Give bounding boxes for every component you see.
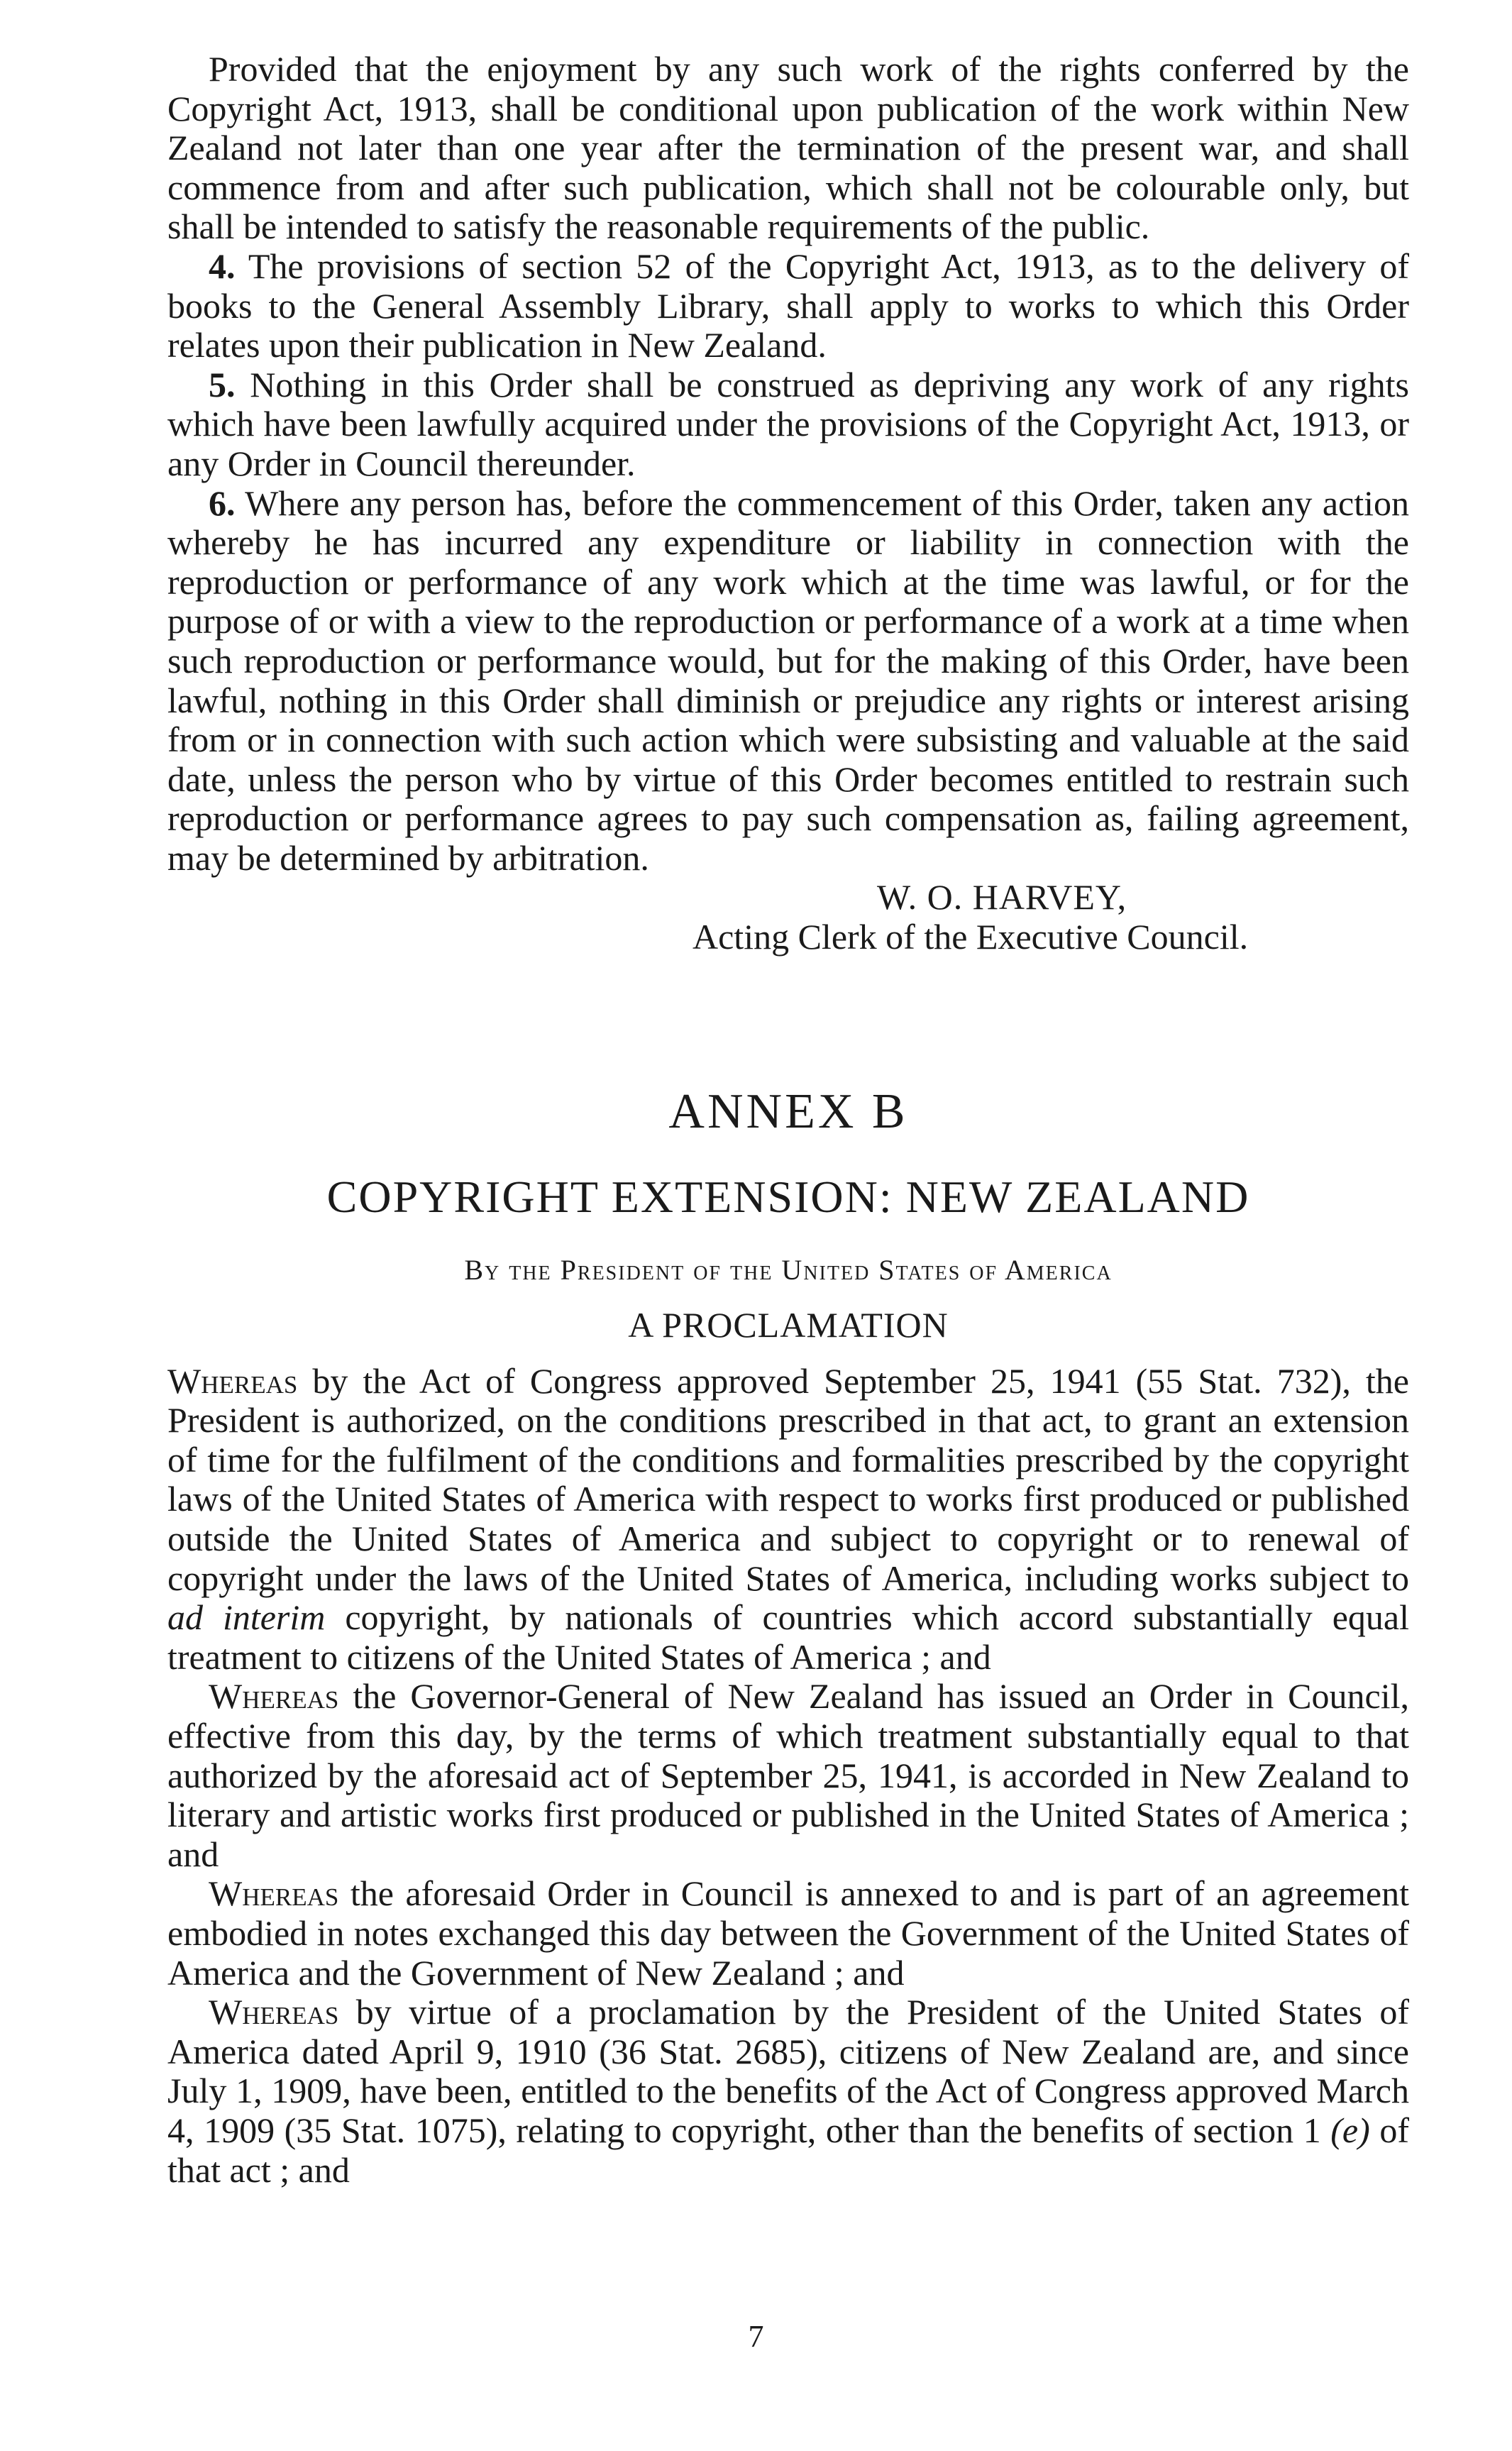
whereas-text: copyright, by nationals of countries which accord substantially equal treatment to citizens of the United States of America ; and: [167, 1597, 1409, 1677]
clause-6: [167, 484, 1409, 878]
whereas-text: the Governor-General of New Zealand has issued an Order in Council, effective from this day, by the terms of which treatment substantially equal to that authorized by the aforesaid act of September 25, 1941, is accorded in New Zealand to literary and artistic works first produced or published in the United States of America ; and: [167, 1676, 1410, 1874]
proclamation-heading: A PROCLAMATION: [628, 1304, 949, 1345]
clause-number: 5.: [209, 364, 236, 404]
whereas-word: Whereas: [209, 1676, 339, 1717]
whereas-text: the aforesaid Order in Council is annexed to and is part of an agreement embodied in notes exchanged this day between the Government of the United States of America and the Government of New Zealand ; and: [167, 1873, 1409, 1993]
annex-subtitle: COPYRIGHT EXTENSION: NEW ZEALAND: [326, 1171, 1250, 1222]
clause-4: [167, 247, 1409, 365]
whereas-text: by the Act of Congress approved September 25, 1941 (55 Stat. 732), the President is authorized, on the conditions prescribed in that act, to grant an extension of time for the fulfilment of the conditions and formalities prescribed by the copyright laws of the United States of America with respect to works first produced or published outside the United States of America and subject to copyright or to renewal of copyright under the laws of the United States of America, including works subject to: [167, 1360, 1409, 1598]
whereas-word: Whereas: [209, 1873, 339, 1914]
whereas-paragraph: [167, 1874, 1409, 1993]
whereas-text: by virtue of a proclamation by the President of the United States of America dated April 9, 1910 (36 Stat. 2685), citizens of New Zealand are, and since July 1, 1909, have been, entitled to the benefits of the Act of Congress approved March 4, 1909 (35 Stat. 1075), relating to copyright, other than the benefits of section 1: [167, 1992, 1410, 2150]
whereas-paragraph: [167, 1677, 1409, 1874]
proviso-paragraph: Provided that the enjoyment by any such work of the rights conferred by the Copyright Act, 1913, shall be conditional upon publication of the work within New Zealand not later than one year after the termination of the present war, and shall commence from and after such publication, which shall not be colourable only, but shall be intended to satisfy the reasonable requirements of the public.: [167, 49, 1409, 247]
clause-text: Nothing in this Order shall be construed as depriving any work of any rights which have been lawfully acquired under the provisions of the Copyright Act, 1913, or any Order in Council thereunder.: [167, 364, 1409, 483]
whereas-italic: ad interim: [167, 1597, 326, 1638]
whereas-word: Whereas: [167, 1360, 298, 1401]
whereas-paragraph: [167, 1362, 1409, 1678]
whereas-word: Whereas: [209, 1992, 339, 2032]
page-content: [167, 50, 1409, 2190]
clause-text: The provisions of section 52 of the Copyright Act, 1913, as to the delivery of books to the General Assembly Library, shall apply to works to which this Order relates upon their publication in New Zealand.: [167, 246, 1409, 365]
annex-title: ANNEX B: [668, 1084, 908, 1139]
clause-number: 4.: [209, 246, 236, 286]
clause-text: Where any person has, before the commencement of this Order, taken any action whereby he has incurred any expenditure or liability in connection with the reproduction or performance of any work which at the time was lawful, or for the purpose of or with a view to the reproduction or performance of a work at a time when such reproduction or performance would, but for the making of this Order, have been lawful, nothing in this Order shall diminish or prejudice any rights or interest arising from or in connection with such action which were subsisting and valuable at the said date, unless the person who by virtue of this Order becomes entitled to restrain such reproduction or performance agrees to pay such compensation as, failing agreement, may be determined by arbitration.: [167, 483, 1409, 878]
page-number: 7: [748, 2319, 764, 2354]
signatory-name: W. O. HARVEY,: [877, 877, 1127, 918]
byline: By the President of the United States of America: [464, 1253, 1113, 1286]
whereas-text: of that act ; and: [167, 2110, 1410, 2190]
whereas-italic: (e): [1330, 2110, 1370, 2150]
clause-5: [167, 365, 1409, 484]
signatory-title: Acting Clerk of the Executive Council.: [692, 917, 1249, 957]
whereas-paragraph: [167, 1993, 1409, 2190]
signature-block: [167, 878, 1409, 957]
clause-number: 6.: [209, 483, 236, 523]
